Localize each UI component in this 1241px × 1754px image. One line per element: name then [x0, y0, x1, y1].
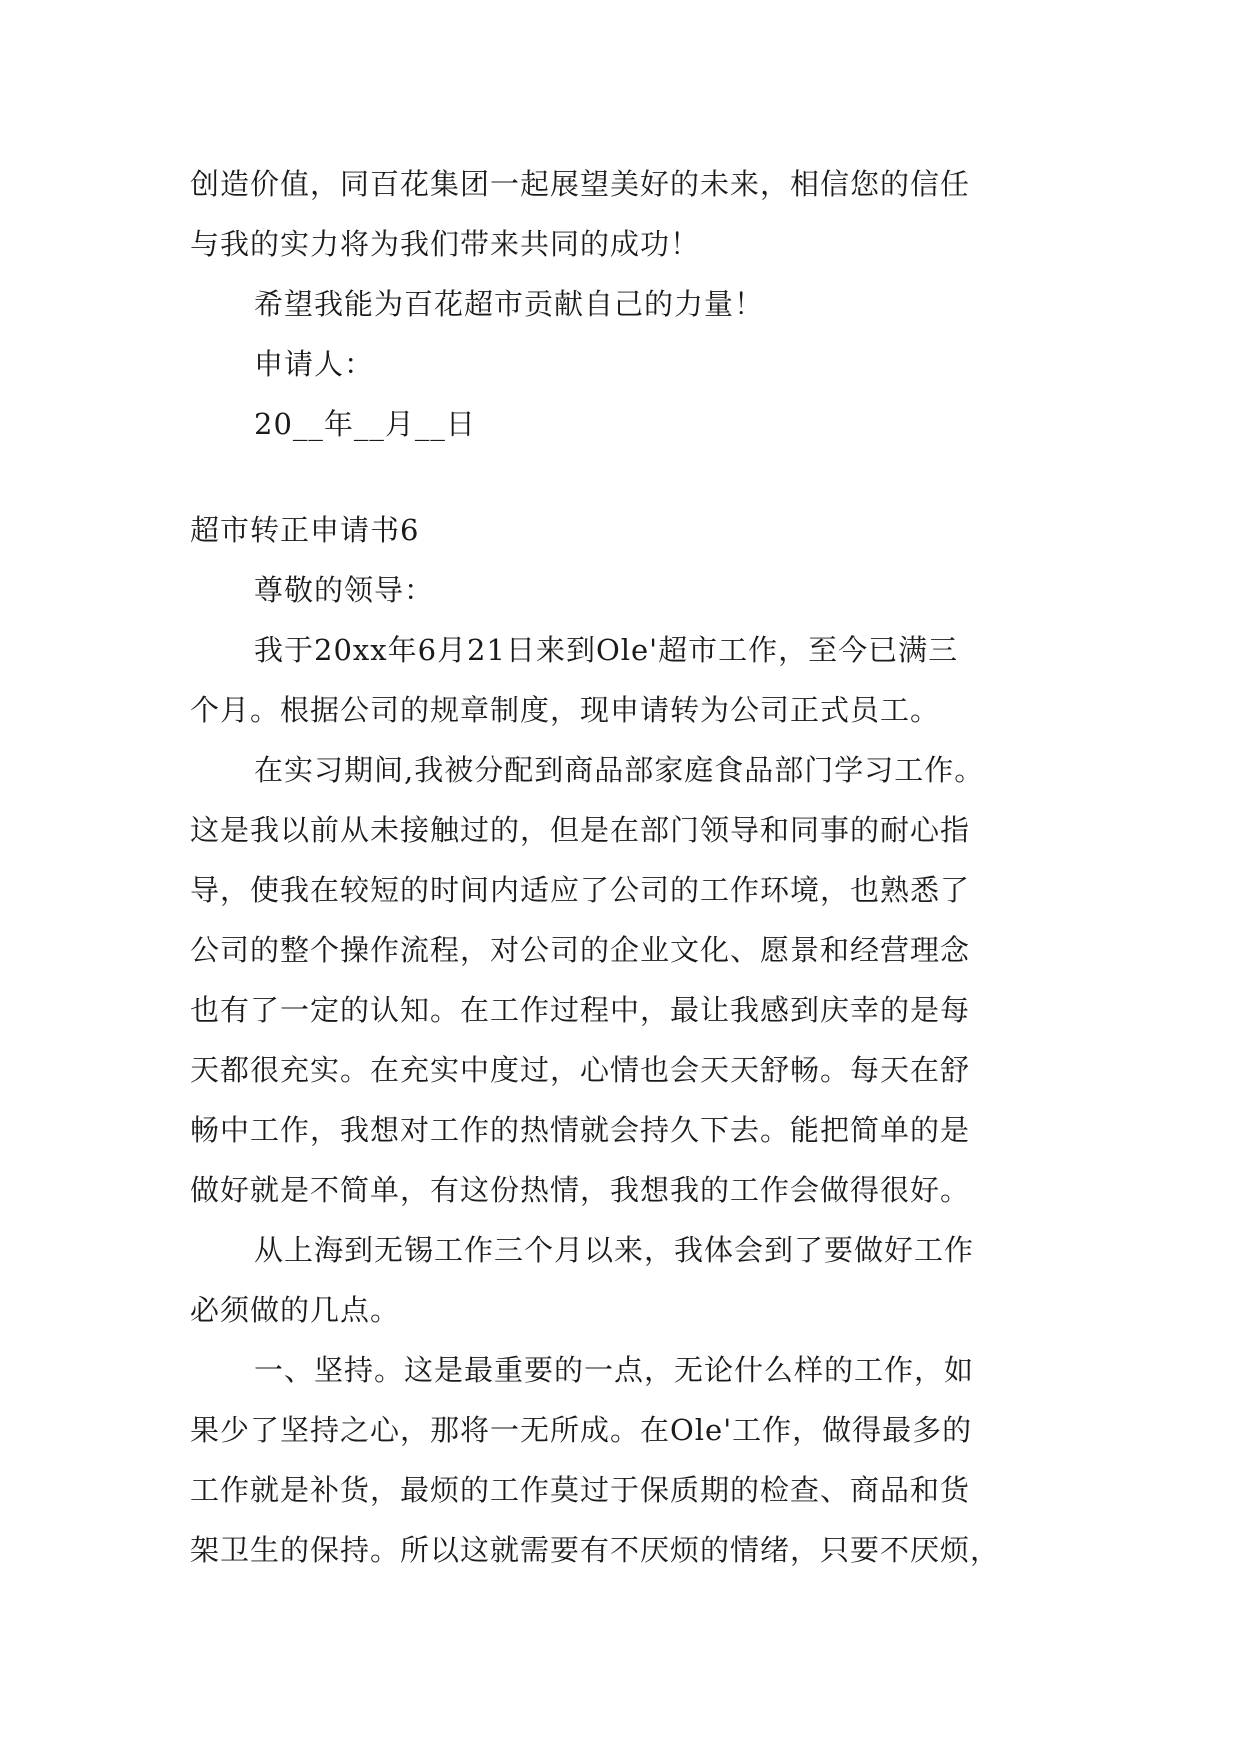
paragraph-line: 导，使我在较短的时间内适应了公司的工作环境，也熟悉了	[190, 873, 971, 907]
paragraph-line: 这是我以前从未接触过的，但是在部门领导和同事的耐心指	[190, 813, 971, 847]
paragraph-line: 一、坚持。这是最重要的一点，无论什么样的工作，如	[254, 1353, 975, 1387]
paragraph-line: 架卫生的保持。所以这就需要有不厌烦的情绪，只要不厌烦，	[190, 1533, 1001, 1567]
paragraph-line: 必须做的几点。	[190, 1293, 401, 1327]
paragraph-line: 在实习期间,我被分配到商品部家庭食品部门学习工作。	[254, 753, 985, 787]
paragraph-line: 天都很充实。在充实中度过，心情也会天天舒畅。每天在舒	[190, 1053, 971, 1087]
paragraph-line: 公司的整个操作流程，对公司的企业文化、愿景和经营理念	[190, 933, 971, 967]
paragraph-line: 创造价值，同百花集团一起展望美好的未来，相信您的信任	[190, 167, 971, 201]
paragraph-line: 工作就是补货，最烦的工作莫过于保质期的检查、商品和货	[190, 1473, 971, 1507]
salutation: 尊敬的领导：	[254, 573, 435, 607]
paragraph-line: 做好就是不简单，有这份热情，我想我的工作会做得很好。	[190, 1173, 971, 1207]
paragraph-line: 我于20xx年6月21日来到Ole'超市工作，至今已满三	[254, 633, 959, 667]
paragraph-line: 希望我能为百花超市贡献自己的力量！	[254, 287, 765, 321]
paragraph-line: 与我的实力将为我们带来共同的成功！	[190, 227, 701, 261]
paragraph-line: 畅中工作，我想对工作的热情就会持久下去。能把简单的是	[190, 1113, 971, 1147]
paragraph-line: 个月。根据公司的规章制度，现申请转为公司正式员工。	[190, 693, 941, 727]
date-line: 20__年__月__日	[254, 407, 476, 441]
document-body	[190, 154, 1052, 1580]
paragraph-line: 果少了坚持之心，那将一无所成。在Ole'工作，做得最多的	[190, 1413, 973, 1447]
section-gap	[190, 454, 1052, 500]
paragraph-line: 从上海到无锡工作三个月以来，我体会到了要做好工作	[254, 1233, 975, 1267]
applicant-label: 申请人：	[254, 347, 375, 381]
paragraph-line: 也有了一定的认知。在工作过程中，最让我感到庆幸的是每	[190, 993, 971, 1027]
section-title: 超市转正申请书6	[190, 513, 420, 547]
